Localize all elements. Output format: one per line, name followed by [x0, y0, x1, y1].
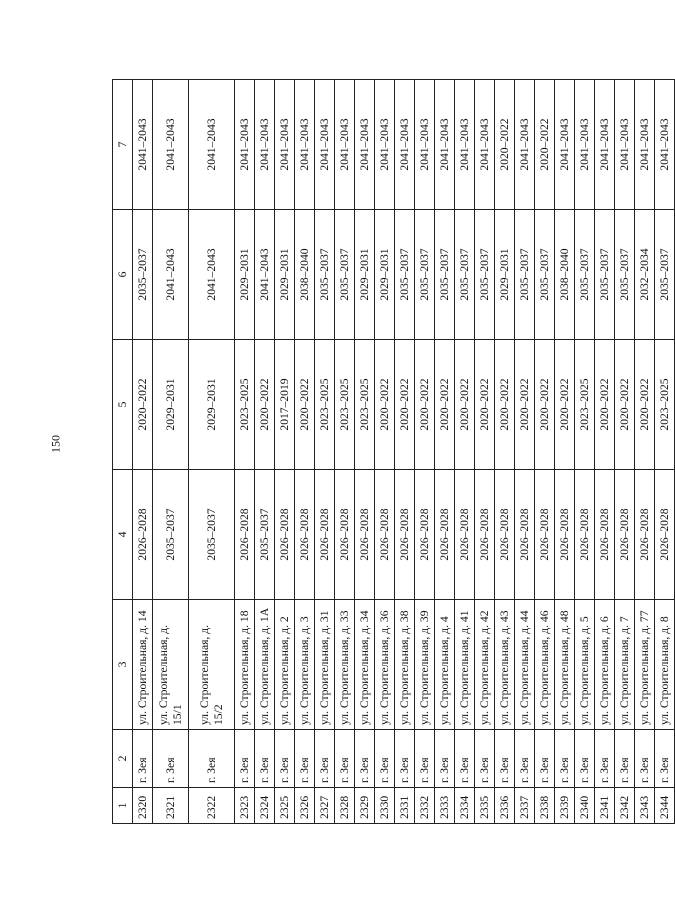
address-cell: ул. Строительная, д. 33 [335, 600, 355, 730]
header-row [113, 80, 133, 824]
table-row [235, 80, 255, 824]
period-cell-6: 2035–2037 [415, 210, 435, 340]
period-cell-7: 2041–2043 [189, 80, 235, 210]
table-row [495, 80, 515, 824]
period-cell-7: 2041–2043 [295, 80, 315, 210]
address-cell: ул. Строительная, д. 39 [415, 600, 435, 730]
period-cell-4: 2026–2028 [295, 470, 315, 600]
period-cell-4: 2026–2028 [615, 470, 635, 600]
period-cell-6: 2038–2040 [555, 210, 575, 340]
page-number: 150 [48, 435, 63, 453]
row-number: 2331 [395, 788, 415, 824]
period-cell-5: 2029–2031 [153, 340, 189, 470]
table-row [475, 80, 495, 824]
address-cell: ул. Строительная, д. 31 [315, 600, 335, 730]
period-cell-5: 2023–2025 [315, 340, 335, 470]
period-cell-4: 2026–2028 [535, 470, 555, 600]
period-cell-5: 2020–2022 [555, 340, 575, 470]
city-cell: г. Зея [535, 730, 555, 788]
period-cell-7: 2041–2043 [415, 80, 435, 210]
period-cell-4: 2026–2028 [355, 470, 375, 600]
address-cell: ул. Строительная, д. 77 [635, 600, 655, 730]
period-cell-4: 2026–2028 [375, 470, 395, 600]
period-cell-7: 2041–2043 [335, 80, 355, 210]
period-cell-7: 2041–2043 [435, 80, 455, 210]
header-cell-1: 1 [113, 788, 133, 824]
city-cell: г. Зея [335, 730, 355, 788]
period-cell-4: 2026–2028 [475, 470, 495, 600]
period-cell-4: 2026–2028 [275, 470, 295, 600]
city-cell: г. Зея [615, 730, 635, 788]
period-cell-6: 2035–2037 [615, 210, 635, 340]
period-cell-7: 2041–2043 [133, 80, 153, 210]
address-cell: ул. Строительная, д. 5 [575, 600, 595, 730]
period-cell-7: 2041–2043 [575, 80, 595, 210]
table-row [395, 80, 415, 824]
city-cell: г. Зея [153, 730, 189, 788]
period-cell-7: 2041–2043 [355, 80, 375, 210]
address-cell: ул. Строительная, д. 15/1 [153, 600, 189, 730]
table-row [375, 80, 395, 824]
period-cell-6: 2035–2037 [395, 210, 415, 340]
period-cell-4: 2026–2028 [335, 470, 355, 600]
period-cell-7: 2041–2043 [635, 80, 655, 210]
table-row [133, 80, 153, 824]
period-cell-5: 2020–2022 [395, 340, 415, 470]
address-cell: ул. Строительная, д. 8 [655, 600, 675, 730]
housing-schedule-table [112, 79, 675, 824]
table-body [113, 80, 675, 824]
period-cell-7: 2020–2022 [535, 80, 555, 210]
address-cell: ул. Строительная, д. 15/2 [189, 600, 235, 730]
period-cell-6: 2035–2037 [655, 210, 675, 340]
address-cell: ул. Строительная, д. 46 [535, 600, 555, 730]
period-cell-7: 2041–2043 [555, 80, 575, 210]
period-cell-4: 2026–2028 [555, 470, 575, 600]
row-number: 2332 [415, 788, 435, 824]
period-cell-7: 2041–2043 [235, 80, 255, 210]
table-row [515, 80, 535, 824]
city-cell: г. Зея [395, 730, 415, 788]
period-cell-5: 2023–2025 [655, 340, 675, 470]
period-cell-5: 2020–2022 [255, 340, 275, 470]
row-number: 2339 [555, 788, 575, 824]
table-row [575, 80, 595, 824]
city-cell: г. Зея [189, 730, 235, 788]
period-cell-4: 2035–2037 [153, 470, 189, 600]
table-row [415, 80, 435, 824]
period-cell-5: 2020–2022 [375, 340, 395, 470]
city-cell: г. Зея [355, 730, 375, 788]
period-cell-5: 2023–2025 [335, 340, 355, 470]
period-cell-6: 2035–2037 [595, 210, 615, 340]
address-cell: ул. Строительная, д. 36 [375, 600, 395, 730]
city-cell: г. Зея [655, 730, 675, 788]
city-cell: г. Зея [235, 730, 255, 788]
table-row [275, 80, 295, 824]
header-cell-4: 4 [113, 470, 133, 600]
period-cell-6: 2038–2040 [295, 210, 315, 340]
table-row [295, 80, 315, 824]
period-cell-4: 2026–2028 [133, 470, 153, 600]
period-cell-5: 2023–2025 [355, 340, 375, 470]
address-cell: ул. Строительная, д. 44 [515, 600, 535, 730]
row-number: 2338 [535, 788, 555, 824]
period-cell-5: 2020–2022 [455, 340, 475, 470]
period-cell-5: 2020–2022 [635, 340, 655, 470]
period-cell-6: 2032–2034 [635, 210, 655, 340]
period-cell-5: 2020–2022 [535, 340, 555, 470]
period-cell-5: 2020–2022 [515, 340, 535, 470]
period-cell-4: 2026–2028 [575, 470, 595, 600]
period-cell-6: 2029–2031 [235, 210, 255, 340]
period-cell-5: 2020–2022 [295, 340, 315, 470]
row-number: 2341 [595, 788, 615, 824]
table-row [255, 80, 275, 824]
header-cell-2: 2 [113, 730, 133, 788]
address-cell: ул. Строительная, д. 6 [595, 600, 615, 730]
row-number: 2343 [635, 788, 655, 824]
address-cell: ул. Строительная, д. 2 [275, 600, 295, 730]
address-cell: ул. Строительная, д. 41 [455, 600, 475, 730]
table-row [555, 80, 575, 824]
period-cell-7: 2041–2043 [615, 80, 635, 210]
address-cell: ул. Строительная, д. 4 [435, 600, 455, 730]
row-number: 2321 [153, 788, 189, 824]
period-cell-6: 2029–2031 [375, 210, 395, 340]
table-row [355, 80, 375, 824]
address-cell: ул. Строительная, д. 3 [295, 600, 315, 730]
address-cell: ул. Строительная, д. 14 [133, 600, 153, 730]
period-cell-5: 2020–2022 [415, 340, 435, 470]
period-cell-6: 2029–2031 [355, 210, 375, 340]
header-cell-7: 7 [113, 80, 133, 210]
city-cell: г. Зея [575, 730, 595, 788]
period-cell-7: 2041–2043 [475, 80, 495, 210]
period-cell-4: 2026–2028 [435, 470, 455, 600]
address-cell: ул. Строительная, д. 18 [235, 600, 255, 730]
table-row [455, 80, 475, 824]
period-cell-7: 2041–2043 [595, 80, 615, 210]
city-cell: г. Зея [133, 730, 153, 788]
rotated-table-container [112, 80, 671, 824]
period-cell-7: 2041–2043 [515, 80, 535, 210]
period-cell-5: 2017–2019 [275, 340, 295, 470]
period-cell-6: 2035–2037 [575, 210, 595, 340]
city-cell: г. Зея [415, 730, 435, 788]
period-cell-4: 2026–2028 [515, 470, 535, 600]
row-number: 2322 [189, 788, 235, 824]
table-row [153, 80, 189, 824]
period-cell-7: 2041–2043 [255, 80, 275, 210]
period-cell-6: 2041–2043 [153, 210, 189, 340]
table-row [615, 80, 635, 824]
address-cell: ул. Строительная, д. 34 [355, 600, 375, 730]
row-number: 2340 [575, 788, 595, 824]
period-cell-6: 2035–2037 [535, 210, 555, 340]
table-row [335, 80, 355, 824]
period-cell-6: 2035–2037 [475, 210, 495, 340]
period-cell-4: 2026–2028 [595, 470, 615, 600]
period-cell-5: 2020–2022 [595, 340, 615, 470]
period-cell-7: 2041–2043 [655, 80, 675, 210]
period-cell-7: 2041–2043 [395, 80, 415, 210]
row-number: 2329 [355, 788, 375, 824]
period-cell-4: 2026–2028 [235, 470, 255, 600]
period-cell-6: 2029–2031 [275, 210, 295, 340]
city-cell: г. Зея [595, 730, 615, 788]
city-cell: г. Зея [515, 730, 535, 788]
row-number: 2328 [335, 788, 355, 824]
row-number: 2320 [133, 788, 153, 824]
row-number: 2342 [615, 788, 635, 824]
header-cell-5: 5 [113, 340, 133, 470]
city-cell: г. Зея [635, 730, 655, 788]
period-cell-7: 2041–2043 [275, 80, 295, 210]
period-cell-4: 2026–2028 [495, 470, 515, 600]
city-cell: г. Зея [255, 730, 275, 788]
period-cell-4: 2026–2028 [315, 470, 335, 600]
period-cell-4: 2026–2028 [395, 470, 415, 600]
table-row [535, 80, 555, 824]
period-cell-7: 2041–2043 [153, 80, 189, 210]
period-cell-4: 2026–2028 [455, 470, 475, 600]
row-number: 2333 [435, 788, 455, 824]
table-row [435, 80, 455, 824]
header-cell-3: 3 [113, 600, 133, 730]
address-cell: ул. Строительная, д. 7 [615, 600, 635, 730]
period-cell-7: 2041–2043 [455, 80, 475, 210]
period-cell-6: 2035–2037 [335, 210, 355, 340]
row-number: 2344 [655, 788, 675, 824]
period-cell-5: 2020–2022 [615, 340, 635, 470]
period-cell-5: 2020–2022 [435, 340, 455, 470]
city-cell: г. Зея [375, 730, 395, 788]
period-cell-7: 2041–2043 [375, 80, 395, 210]
city-cell: г. Зея [295, 730, 315, 788]
period-cell-4: 2035–2037 [189, 470, 235, 600]
row-number: 2324 [255, 788, 275, 824]
address-cell: ул. Строительная, д. 42 [475, 600, 495, 730]
period-cell-5: 2020–2022 [495, 340, 515, 470]
city-cell: г. Зея [475, 730, 495, 788]
period-cell-6: 2035–2037 [435, 210, 455, 340]
table-row [635, 80, 655, 824]
city-cell: г. Зея [495, 730, 515, 788]
row-number: 2330 [375, 788, 395, 824]
header-cell-6: 6 [113, 210, 133, 340]
period-cell-5: 2023–2025 [575, 340, 595, 470]
table-row [595, 80, 615, 824]
row-number: 2336 [495, 788, 515, 824]
address-cell: ул. Строительная, д. 43 [495, 600, 515, 730]
period-cell-5: 2020–2022 [133, 340, 153, 470]
row-number: 2335 [475, 788, 495, 824]
period-cell-6: 2035–2037 [515, 210, 535, 340]
row-number: 2325 [275, 788, 295, 824]
row-number: 2326 [295, 788, 315, 824]
period-cell-5: 2023–2025 [235, 340, 255, 470]
address-cell: ул. Строительная, д. 38 [395, 600, 415, 730]
period-cell-6: 2029–2031 [495, 210, 515, 340]
table-row [315, 80, 335, 824]
address-cell: ул. Строительная, д. 1А [255, 600, 275, 730]
city-cell: г. Зея [275, 730, 295, 788]
period-cell-6: 2035–2037 [133, 210, 153, 340]
row-number: 2334 [455, 788, 475, 824]
period-cell-6: 2035–2037 [455, 210, 475, 340]
city-cell: г. Зея [435, 730, 455, 788]
row-number: 2337 [515, 788, 535, 824]
period-cell-5: 2029–2031 [189, 340, 235, 470]
period-cell-4: 2035–2037 [255, 470, 275, 600]
period-cell-7: 2020–2022 [495, 80, 515, 210]
period-cell-5: 2020–2022 [475, 340, 495, 470]
period-cell-4: 2026–2028 [415, 470, 435, 600]
city-cell: г. Зея [455, 730, 475, 788]
period-cell-4: 2026–2028 [655, 470, 675, 600]
period-cell-6: 2041–2043 [189, 210, 235, 340]
period-cell-6: 2035–2037 [315, 210, 335, 340]
period-cell-4: 2026–2028 [635, 470, 655, 600]
period-cell-6: 2041–2043 [255, 210, 275, 340]
period-cell-7: 2041–2043 [315, 80, 335, 210]
table-row [655, 80, 675, 824]
row-number: 2327 [315, 788, 335, 824]
table-row [189, 80, 235, 824]
city-cell: г. Зея [555, 730, 575, 788]
address-cell: ул. Строительная, д. 48 [555, 600, 575, 730]
city-cell: г. Зея [315, 730, 335, 788]
row-number: 2323 [235, 788, 255, 824]
